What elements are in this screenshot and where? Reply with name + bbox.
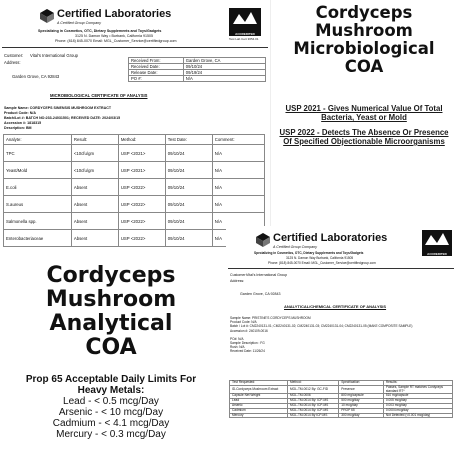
cell: S.aureus xyxy=(4,196,72,213)
info-value: 09/10/24 xyxy=(183,64,265,70)
cell: Passes, Sample RT matches Cordyceps standard RT* xyxy=(383,385,452,394)
cell: N/A xyxy=(212,230,264,247)
title-line: Analytical xyxy=(49,311,173,336)
info-label: PO #: xyxy=(129,76,184,82)
lab-phone: Phone: (818) 845-0070 Email: MGL_Customer_Service@certifiedgroup.com xyxy=(55,39,177,43)
cell: PROP 65 xyxy=(339,408,384,413)
sample-line: Batch/Lot #: BATCH NO:233-24031501; RECEIVED DATE: 2024/03/15 xyxy=(4,116,121,120)
lab-logo xyxy=(256,232,270,251)
cell: 09/10/24 xyxy=(165,145,212,162)
info-table xyxy=(128,57,266,82)
header-divider xyxy=(2,47,268,48)
accredited-label: ACCREDITED xyxy=(235,32,255,36)
title-line: Microbiological xyxy=(293,39,435,58)
lab-address: 3125 N. Damon Way • Burbank, California 91505 xyxy=(75,34,154,38)
sample-line: Accession #: 1818315 xyxy=(4,121,42,125)
cell: 09/10/24 xyxy=(165,213,212,230)
info-label: Release Date: xyxy=(129,70,184,76)
cell: Enterobacteriaceae xyxy=(4,230,72,247)
cell: 300 mcg/day xyxy=(339,413,384,418)
cell: USP <2022> xyxy=(118,196,165,213)
cell: N/A xyxy=(212,196,264,213)
cell: Salmonella spp. xyxy=(4,213,72,230)
cell: <10cfu/gm xyxy=(71,145,118,162)
table-row xyxy=(4,145,265,162)
accreditation-seal-icon xyxy=(422,230,452,248)
col-header: Analyte: xyxy=(4,135,72,145)
info-value: N/A xyxy=(183,76,265,82)
cell: 0.0004 mcg/day xyxy=(383,408,452,413)
info-value: 09/19/24 xyxy=(183,70,265,76)
title-line: Cordyceps xyxy=(315,3,413,22)
col-header: Method: xyxy=(287,381,338,386)
usp-2021-note xyxy=(278,104,450,122)
sample-line: Batch / Lot #: CM2240131-01; CM2240131-02; CM2240131-03; CM2240131-04; CM2240131-05 (MAKE COMPOSITE SAMPLE) xyxy=(230,324,413,329)
col-header: Specification: xyxy=(339,381,384,386)
lab-specializing: Specializing in Cosmetics, OTC, Dietary Supplements and Toys/Gadgets xyxy=(254,251,364,255)
cell: Absent xyxy=(71,230,118,247)
sample-line: Rush: N/A xyxy=(230,345,245,350)
usp-2022-note xyxy=(278,128,450,146)
cell: USP <2022> xyxy=(118,213,165,230)
col-header: Comment: xyxy=(212,135,264,145)
info-label: Received Date: xyxy=(129,64,184,70)
micro-coa-caption-panel xyxy=(272,0,456,210)
col-header: Method: xyxy=(118,135,165,145)
cell: USP <2021> xyxy=(118,162,165,179)
col-header: Test Requested: xyxy=(230,381,288,386)
lab-subtitle: A Certified Group Company xyxy=(57,21,102,25)
usp-2022-text: USP 2022 - Detects The Absence Or Presence Of Specified Objectionable Microorganisms xyxy=(279,128,449,146)
cell: MGL-TM-0014 By ICP-MS xyxy=(287,413,338,418)
table-row xyxy=(4,196,265,213)
cell: E.coli xyxy=(4,179,72,196)
cell: MGL-TM-0006 xyxy=(287,394,338,399)
lab-subtitle: A Certified Group Company xyxy=(273,245,318,249)
limit-item: Arsenic - < 10 mcg/Day xyxy=(58,407,164,418)
lab-phone: Phone: (818) 845-0070 Email: MGL_Customer_Service@certifiedgroup.com xyxy=(268,261,376,265)
sample-line: Accession #: 240109-0016 xyxy=(230,328,268,333)
info-label: Received From: xyxy=(129,58,184,64)
cell: Yeast/Mold xyxy=(4,162,72,179)
cell: Presence xyxy=(339,385,384,394)
cell: USP <2022> xyxy=(118,179,165,196)
sample-line: Sample Name: PRISTINE'S CORDYCEPS MUSHROOM xyxy=(230,316,311,320)
title-line: Cordyceps xyxy=(46,263,176,288)
sample-line: Received Date: 11/26/24 xyxy=(230,349,265,354)
cube-logo-icon xyxy=(40,9,54,23)
table-row xyxy=(4,179,265,196)
sample-line: Sample Name: CORDYCEPS SINENSIS MUSHROOM EXTRACT xyxy=(4,106,112,110)
analytical-coa-document xyxy=(226,226,456,456)
cell: 09/10/24 xyxy=(165,196,212,213)
info-box xyxy=(128,57,266,82)
cell: TPC xyxy=(4,145,72,162)
cell: 09/10/24 xyxy=(165,230,212,247)
cell: 0.005 mcg/day xyxy=(383,399,452,404)
cell: N/A xyxy=(212,162,264,179)
header-divider xyxy=(228,268,454,269)
limit-item: Lead - < 0.5 mcg/Day xyxy=(63,396,159,407)
micro-coa-title xyxy=(272,4,456,76)
sample-line: Sample Description : FG xyxy=(230,341,265,346)
usp-2021-text: USP 2021 - Gives Numerical Value Of Total Bacteria, Yeast or Mold xyxy=(285,104,443,122)
sample-info xyxy=(230,316,454,354)
prop65-block xyxy=(10,374,212,440)
title-line: Mushroom xyxy=(315,21,413,40)
customer-city: Garden Grove, CA 92843 xyxy=(240,292,281,296)
cell: N/A xyxy=(212,213,264,230)
col-header: Test Date: xyxy=(165,135,212,145)
cell: 09/10/24 xyxy=(165,162,212,179)
analytical-results-table xyxy=(229,380,453,418)
accreditation-badge xyxy=(229,8,261,36)
table-row xyxy=(4,162,265,179)
accreditation-seal-icon xyxy=(229,8,261,28)
cell: N/A xyxy=(212,179,264,196)
cell: 10 mcg/day xyxy=(339,403,384,408)
cell: Absent xyxy=(71,196,118,213)
micro-coa-document xyxy=(0,0,271,255)
cell: 800 mg/capsule xyxy=(339,394,384,399)
table-header-row xyxy=(4,135,265,145)
cell: Not Detected (<0.001 mcg/day) xyxy=(383,413,452,418)
cell: USP <2022> xyxy=(118,230,165,247)
customer-city: Garden Grove, CA 92843 xyxy=(12,74,60,79)
cell: 09/10/24 xyxy=(165,179,212,196)
customer-label: Customer: xyxy=(4,53,24,58)
lab-name: Certified Laboratories xyxy=(57,8,172,20)
analytical-coa-caption-panel xyxy=(0,258,222,456)
limit-item: Mercury - < 0.3 mcg/Day xyxy=(56,429,166,440)
address-label: Address: xyxy=(4,60,21,65)
cell: Lead xyxy=(230,399,288,404)
limit-item: Cadmium - < 4.1 mcg/Day xyxy=(52,418,170,429)
cell: 500 mcg/day xyxy=(339,399,384,404)
cell: Arsenic xyxy=(230,403,288,408)
prop65-heading: Prop 65 Acceptable Daily Limits For Heavy Metals: xyxy=(25,374,197,396)
cell: Absent xyxy=(71,213,118,230)
cell: <10cfu/gm xyxy=(71,162,118,179)
sample-line: Description: BM xyxy=(4,126,32,130)
title-line: COA xyxy=(344,57,384,76)
cell: 510 mg/capsule xyxy=(383,394,452,399)
address-label: Address: xyxy=(230,279,245,283)
sample-line: PO#: N/A xyxy=(230,336,244,341)
cube-logo-icon xyxy=(256,233,270,247)
customer-name: Vital's International Group xyxy=(30,53,78,58)
sample-line: Product Code: N/A xyxy=(230,320,257,325)
lab-address: 3125 N. Damon Way Burbank, California 91505 xyxy=(286,256,354,260)
info-value: Garden Grove, CA xyxy=(183,58,265,64)
customer-name: Vital's International Group xyxy=(246,273,288,277)
title-line: Mushroom xyxy=(45,287,177,312)
info-row xyxy=(129,76,266,82)
accreditation-badge xyxy=(422,230,452,256)
cell: Cadmium xyxy=(230,408,288,413)
cell: Mercury xyxy=(230,413,288,418)
title-line: COA xyxy=(85,335,137,360)
customer-label: Customer: xyxy=(230,273,247,277)
col-header: Result: xyxy=(71,135,118,145)
cell: USP <2021> xyxy=(118,145,165,162)
cell: MGL-TM-0014 By: ICP-MS xyxy=(287,399,338,404)
cell: ID-Cordyceps Mushroom Extract xyxy=(230,385,288,394)
lab-logo xyxy=(40,8,54,27)
cell: Capsule Net Weight xyxy=(230,394,288,399)
sample-line: Product Code: N/A xyxy=(4,111,36,115)
cert-number: Test Lab Cert 3654.01 xyxy=(229,37,259,41)
cell: MGL-TM-0014 By: ICP-MS xyxy=(287,408,338,413)
micro-cert-title: MICROBIOLOGICAL CERTIFICATE OF ANALYSIS xyxy=(50,93,148,98)
col-header: Results: xyxy=(383,381,452,386)
table-row xyxy=(230,413,453,418)
accredited-label: ACCREDITED xyxy=(427,252,447,256)
analytical-cert-title: ANALYTICAL/CHEMICAL CERTIFICATE OF ANALYSIS xyxy=(284,304,387,309)
analytical-coa-title xyxy=(0,264,222,360)
cell: MGL-TM-0014 By: ICP-MS xyxy=(287,403,338,408)
cell: MGL-TM-0012 By: GC-FID xyxy=(287,385,338,394)
cell: 0.003 mcg/day xyxy=(383,403,452,408)
lab-specializing: Specializing in Cosmetics, OTC, Dietary Supplements and Toys/Gadgets xyxy=(38,29,162,33)
cell: Absent xyxy=(71,179,118,196)
lab-name: Certified Laboratories xyxy=(273,232,388,244)
cell: N/A xyxy=(212,145,264,162)
